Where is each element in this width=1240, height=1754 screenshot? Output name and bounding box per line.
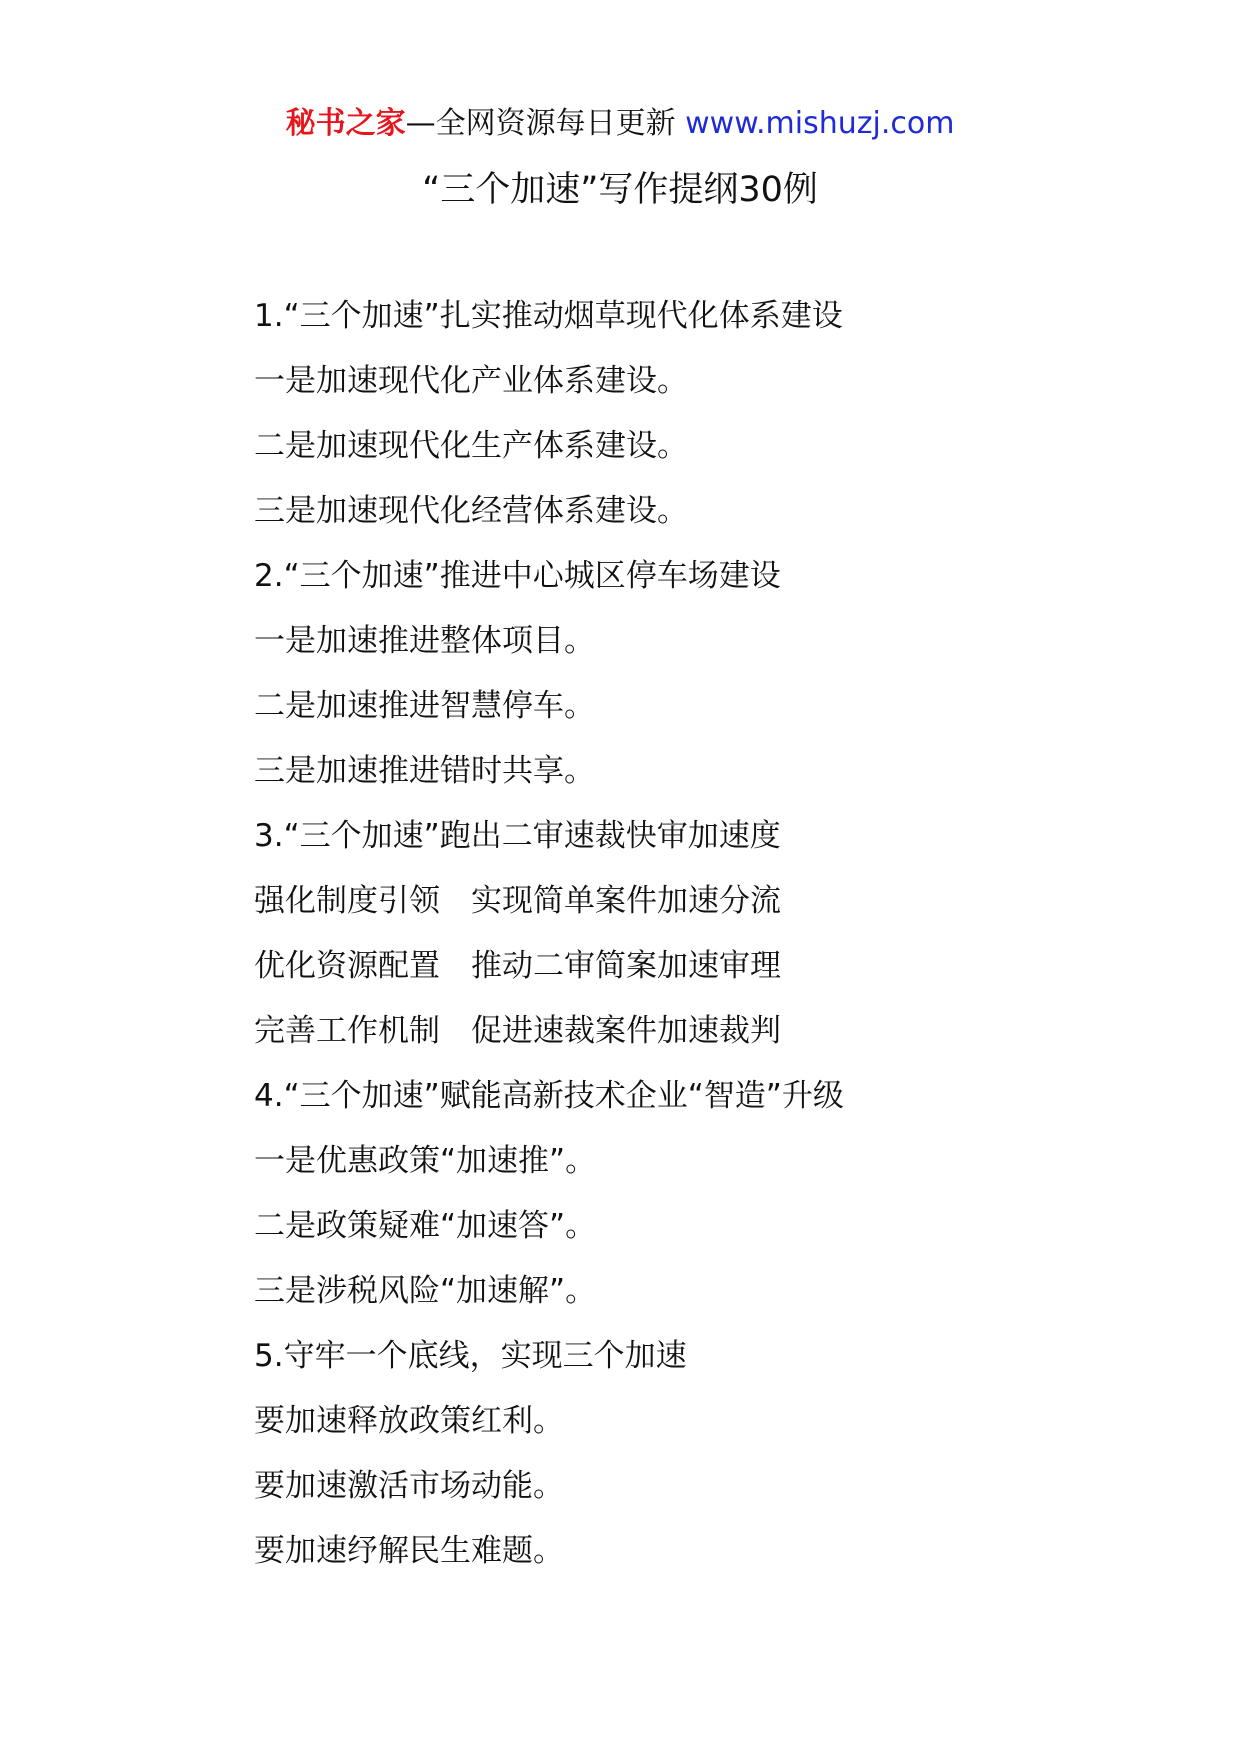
outline-item: 三是涉税风险“加速解”。 — [254, 1273, 597, 1309]
outline-item: 三是加速现代化经营体系建设。 — [254, 493, 688, 529]
outline-item: 二是加速推进智慧停车。 — [254, 688, 595, 724]
outline-item: 优化资源配置 推动二审简案加速审理 — [254, 948, 781, 984]
section-heading-1: 1.“三个加速”扎实推动烟草现代化体系建设 — [254, 298, 843, 334]
outline-item: 一是加速现代化产业体系建设。 — [254, 363, 688, 399]
section-heading-3: 3.“三个加速”跑出二审速裁快审加速度 — [254, 818, 781, 854]
section-heading-4: 4.“三个加速”赋能高新技术企业“智造”升级 — [254, 1078, 844, 1114]
document-title: “三个加速”写作提纲30例 — [422, 170, 818, 210]
site-header — [0, 100, 1240, 148]
outline-item: 要加速释放政策红利。 — [254, 1403, 564, 1439]
outline-item: 一是优惠政策“加速推”。 — [254, 1143, 597, 1179]
outline-item: 强化制度引领 实现简单案件加速分流 — [254, 883, 781, 919]
section-heading-5: 5.守牢一个底线，实现三个加速 — [254, 1338, 687, 1374]
outline-item: 要加速纾解民生难题。 — [254, 1533, 564, 1569]
brand-name: 秘书之家 — [285, 106, 406, 141]
outline-item: 二是政策疑难“加速答”。 — [254, 1208, 597, 1244]
document-body — [254, 293, 1194, 1593]
outline-item: 三是加速推进错时共享。 — [254, 753, 595, 789]
outline-item: 完善工作机制 促进速裁案件加速裁判 — [254, 1013, 781, 1049]
header-tagline: —全网资源每日更新 — [405, 106, 686, 141]
section-heading-2: 2.“三个加速”推进中心城区停车场建设 — [254, 558, 781, 594]
outline-item: 二是加速现代化生产体系建设。 — [254, 428, 688, 464]
site-url-link[interactable]: www.mishuzj.com — [685, 106, 955, 141]
outline-item: 一是加速推进整体项目。 — [254, 623, 595, 659]
outline-item: 要加速激活市场动能。 — [254, 1468, 564, 1504]
